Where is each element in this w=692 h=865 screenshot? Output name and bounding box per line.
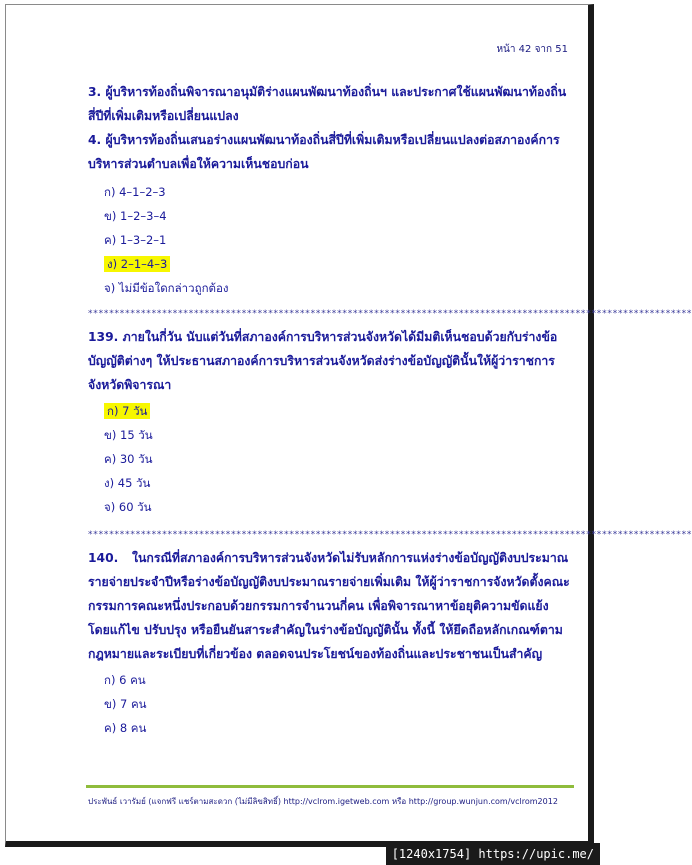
option-c: ค) 8 คน — [104, 721, 147, 735]
step-3-text: 3. ผู้บริหารท้องถิ่นพิจารณาอนุมัติร่างแผนพัฒนาท้องถิ่นฯ และประกาศใช้แผนพัฒนาท้องถิ่นสี่ปีที่เพิ่มเติมหรือเปลี่ยนแปลง — [88, 85, 567, 123]
options-139 — [88, 399, 570, 519]
separator-line: ****************************************************************************************************************** — [88, 309, 692, 319]
footer-divider — [86, 785, 574, 788]
question-140 — [88, 546, 570, 740]
option-a: ก) 4–1–2–3 — [104, 185, 166, 199]
option-d-answer: ง) 2–1–4–3 — [104, 252, 570, 276]
step-4-text: 4. ผู้บริหารท้องถิ่นเสนอร่างแผนพัฒนาท้องถิ่นสี่ปีที่เพิ่มเติมหรือเปลี่ยนแปลงต่อสภาองค์การบริหารส่วนตำบลเพื่อให้ความเห็นชอบก่อน — [88, 133, 560, 171]
option-a: ก) 6 คน — [104, 673, 146, 687]
option-d: ง) 45 วัน — [104, 476, 151, 490]
option-b: ข) 15 วัน — [104, 428, 153, 442]
question-140-number: 140. — [88, 551, 119, 565]
option-c: ค) 30 วัน — [104, 452, 153, 466]
option-b: ข) 7 คน — [104, 697, 147, 711]
question-139-text: 139. ภายในกี่วัน นับแต่วันที่สภาองค์การบริหารส่วนจังหวัดได้มีมติเห็นชอบด้วยกับร่างข้อบัญญัติต่างๆ ให้ประธานสภาองค์การบริหารส่วนจังหวัดส่งร่างข้อบัญญัตินั้นให้ผู้ว่าราชการจังหวัดพิจารณา — [88, 330, 558, 392]
option-b: ข) 1–2–3–4 — [104, 209, 167, 223]
option-e: จ) 60 วัน — [104, 500, 152, 514]
question-block-1 — [88, 80, 570, 300]
options-block-1 — [88, 180, 570, 300]
upload-stamp: [1240x1754] https://upic.me/ — [386, 843, 600, 865]
option-a-answer: ก) 7 วัน — [104, 399, 570, 423]
separator-line: ****************************************************************************************************************** — [88, 530, 692, 540]
question-139 — [88, 325, 570, 519]
question-140-text: 140. ในกรณีที่สภาองค์การบริหารส่วนจังหวัดไม่รับหลักการแห่งร่างข้อบัญญัติงบประมาณรายจ่ายประจำปีหรือร่างข้อบัญญัติงบประมาณรายจ่ายเพิ่มเติม ให้ผู้ว่าราชการจังหวัดตั้งคณะกรรมการคณะหนึ่งประกอบด้วยกรรมการจำนวนกี่คน เพื่อพิจารณาหาข้อยุติความขัดแย้ง โดยแก้ไข ปรับปรุง หรือยืนยันสาระสำคัญในร่างข้อบัญญัตินั้น ทั้งนี้ ให้ยึดถือหลักเกณฑ์ตามกฎหมายและระเบียบที่เกี่ยวข้อง ตลอดจนประโยชน์ของท้องถิ่นและประชาชนเป็นสำคัญ — [88, 546, 570, 666]
option-e: จ) ไม่มีข้อใดกล่าวถูกต้อง — [104, 281, 229, 295]
page-number: หน้า 42 จาก 51 — [496, 44, 568, 55]
footer-credit: ประพันธ์ เวารัมย์ (แจกฟรี แชร์ตามสะดวก (ไม่มีลิขสิทธิ์) http://vclrom.igetweb.com หรือ http://group.wunjun.com/vclrom2012 — [88, 797, 558, 806]
options-140 — [88, 668, 570, 740]
option-c: ค) 1–3–2–1 — [104, 233, 167, 247]
